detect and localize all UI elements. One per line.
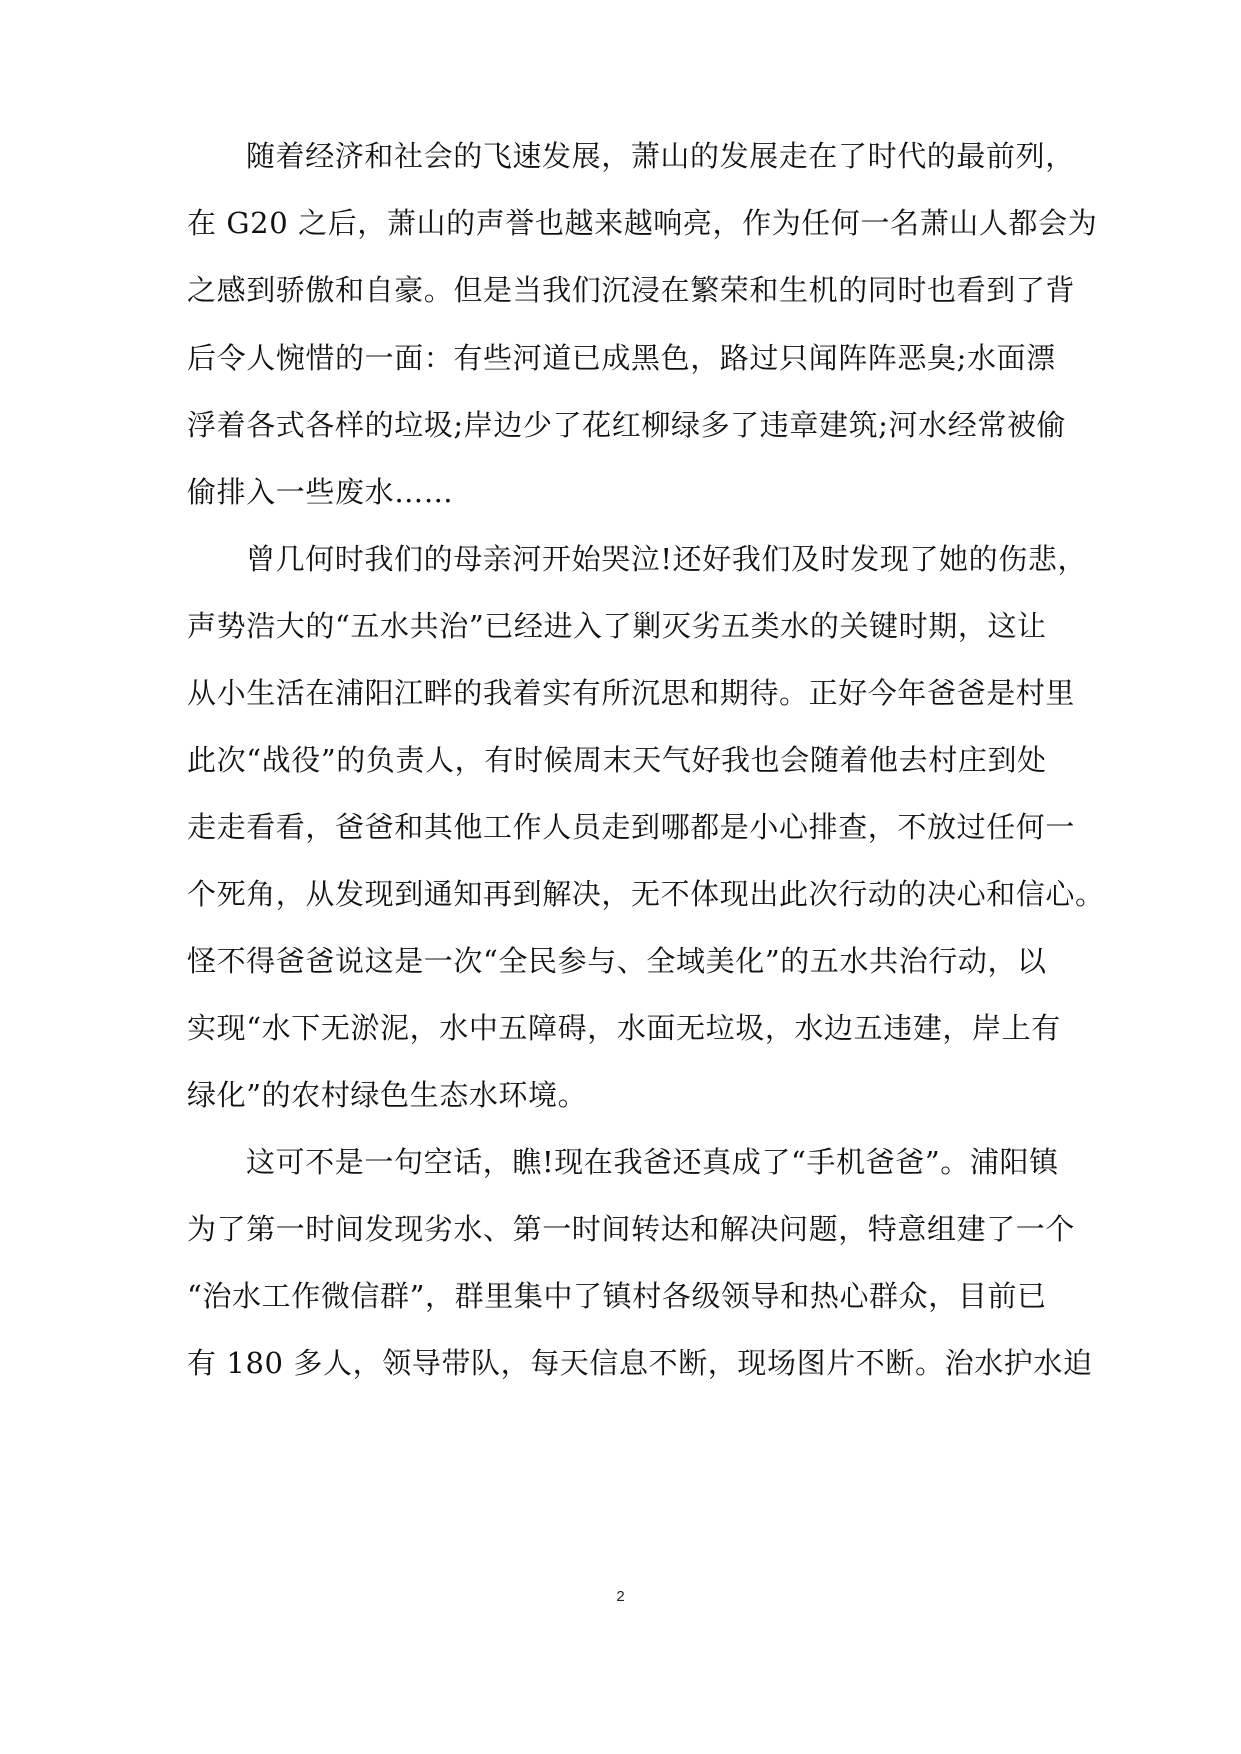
- page-number: 2: [616, 1588, 625, 1605]
- paragraph-1-line-1: 随着经济和社会的飞速发展，萧山的发展走在了时代的最前列，: [246, 139, 1075, 173]
- paragraph-3-line-3: “治水工作微信群”，群里集中了镇村各级领导和热心群众，目前已: [187, 1279, 1047, 1313]
- paragraph-2-line-8: 实现“水下无淤泥，水中五障碍，水面无垃圾，水边五违建，岸上有: [187, 1011, 1061, 1045]
- paragraph-1-line-6: 偷排入一些废水……: [187, 475, 454, 509]
- paragraph-2-line-7: 怪不得爸爸说这是一次“全民参与、全域美化”的五水共治行动，以: [187, 944, 1047, 978]
- paragraph-3-line-4: 有 180 多人，领导带队，每天信息不断，现场图片不断。治水护水迫: [187, 1346, 1093, 1380]
- paragraph-1-line-5: 浮着各式各样的垃圾;岸边少了花红柳绿多了违章建筑;河水经常被偷: [187, 408, 1067, 442]
- paragraph-2-line-6: 个死角，从发现到通知再到解决，无不体现出此次行动的决心和信心。: [187, 877, 1105, 911]
- paragraph-2-line-1: 曾几何时我们的母亲河开始哭泣!还好我们及时发现了她的伤悲，: [246, 542, 1088, 576]
- paragraph-2-line-3: 从小生活在浦阳江畔的我着实有所沉思和期待。正好今年爸爸是村里: [187, 676, 1076, 710]
- paragraph-3-line-1: 这可不是一句空话，瞧!现在我爸还真成了“手机爸爸”。浦阳镇: [246, 1145, 1059, 1179]
- paragraph-2-line-9: 绿化”的农村绿色生态水环境。: [187, 1078, 588, 1112]
- paragraph-3-line-2: 为了第一时间发现劣水、第一时间转达和解决问题，特意组建了一个: [187, 1212, 1076, 1246]
- paragraph-2-line-2: 声势浩大的“五水共治”已经进入了剿灭劣五类水的关键时期，这让: [187, 609, 1047, 643]
- paragraph-2-line-4: 此次“战役”的负责人，有时候周末天气好我也会随着他去村庄到处: [187, 743, 1047, 777]
- paragraph-1-line-2: 在 G20 之后，萧山的声誉也越来越响亮，作为任何一名萧山人都会为: [187, 206, 1098, 240]
- paragraph-1-line-3: 之感到骄傲和自豪。但是当我们沉浸在繁荣和生机的同时也看到了背: [187, 273, 1076, 307]
- paragraph-1-line-4: 后令人惋惜的一面：有些河道已成黑色，路过只闻阵阵恶臭;水面漂: [187, 341, 1056, 375]
- paragraph-2-line-5: 走走看看，爸爸和其他工作人员走到哪都是小心排查，不放过任何一: [187, 810, 1076, 844]
